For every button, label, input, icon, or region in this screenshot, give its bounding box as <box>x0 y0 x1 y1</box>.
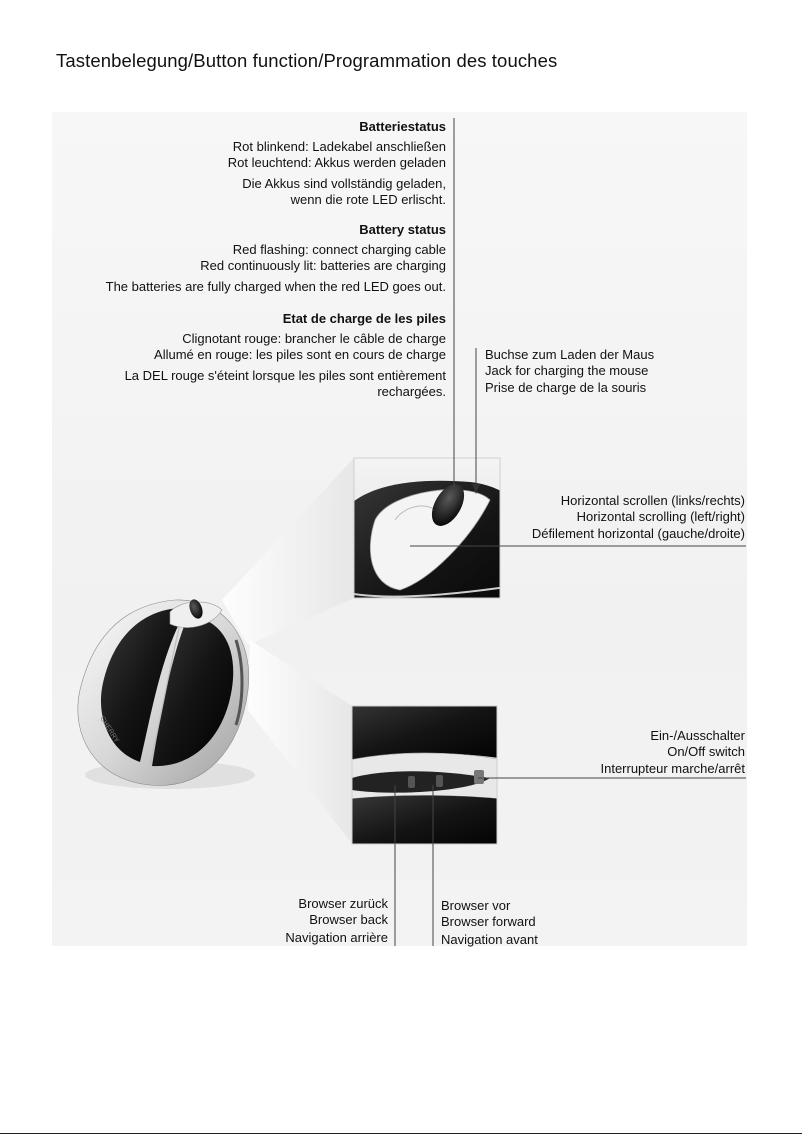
power-switch-icon <box>474 770 484 784</box>
browser-forward-de: Browser vor <box>441 898 511 913</box>
power-switch-en: On/Off switch <box>667 744 745 759</box>
battery-fr-line2: Allumé en rouge: les piles sont en cours de charge <box>154 347 446 362</box>
battery-heading-en: Battery status <box>359 222 446 237</box>
charging-jack-en: Jack for charging the mouse <box>485 363 649 378</box>
battery-en-line3: The batteries are fully charged when the red LED goes out. <box>105 279 446 294</box>
mouse-brand-logo: CHERRY <box>98 715 120 745</box>
horizontal-scroll-de: Horizontal scrollen (links/rechts) <box>560 493 745 508</box>
zoom-beam-top <box>222 458 354 645</box>
battery-fr-line4: rechargées. <box>377 384 446 399</box>
battery-de-line4: wenn die rote LED erlischt. <box>290 192 446 207</box>
bottom-rule <box>0 1133 802 1134</box>
browser-forward-fr: Navigation avant <box>441 932 538 947</box>
zoom-beam-bottom <box>248 640 352 844</box>
battery-fr-line3: La DEL rouge s'éteint lorsque les piles sont entièrement <box>124 368 446 383</box>
inset-scroll-wheel <box>330 458 547 640</box>
page-title: Tastenbelegung/Button function/Programmation des touches <box>56 50 558 71</box>
charging-jack-de: Buchse zum Laden der Maus <box>485 347 655 362</box>
inset-side-buttons <box>340 700 510 850</box>
battery-heading-fr: Etat de charge de les piles <box>282 311 446 326</box>
mouse-body <box>78 598 255 789</box>
browser-back-de: Browser zurück <box>298 896 388 911</box>
battery-en-line2: Red continuously lit: batteries are charging <box>200 258 446 273</box>
battery-de-line2: Rot leuchtend: Akkus werden geladen <box>227 155 446 170</box>
battery-fr-line1: Clignotant rouge: brancher le câble de charge <box>182 331 446 346</box>
browser-back-fr: Navigation arrière <box>285 930 388 945</box>
browser-back-en: Browser back <box>309 912 388 927</box>
power-switch-fr: Interrupteur marche/arrêt <box>600 761 745 776</box>
battery-en-line1: Red flashing: connect charging cable <box>232 242 446 257</box>
forward-button-icon <box>436 775 443 787</box>
browser-forward-en: Browser forward <box>441 914 536 929</box>
battery-heading-de: Batteriestatus <box>359 119 446 134</box>
charging-jack-fr: Prise de charge de la souris <box>485 380 647 395</box>
horizontal-scroll-fr: Défilement horizontal (gauche/droite) <box>531 526 745 541</box>
power-switch-de: Ein-/Ausschalter <box>650 728 745 743</box>
battery-de-line1: Rot blinkend: Ladekabel anschließen <box>232 139 446 154</box>
battery-de-line3: Die Akkus sind vollständig geladen, <box>242 176 446 191</box>
back-button-icon <box>408 776 415 788</box>
horizontal-scroll-en: Horizontal scrolling (left/right) <box>576 509 745 524</box>
